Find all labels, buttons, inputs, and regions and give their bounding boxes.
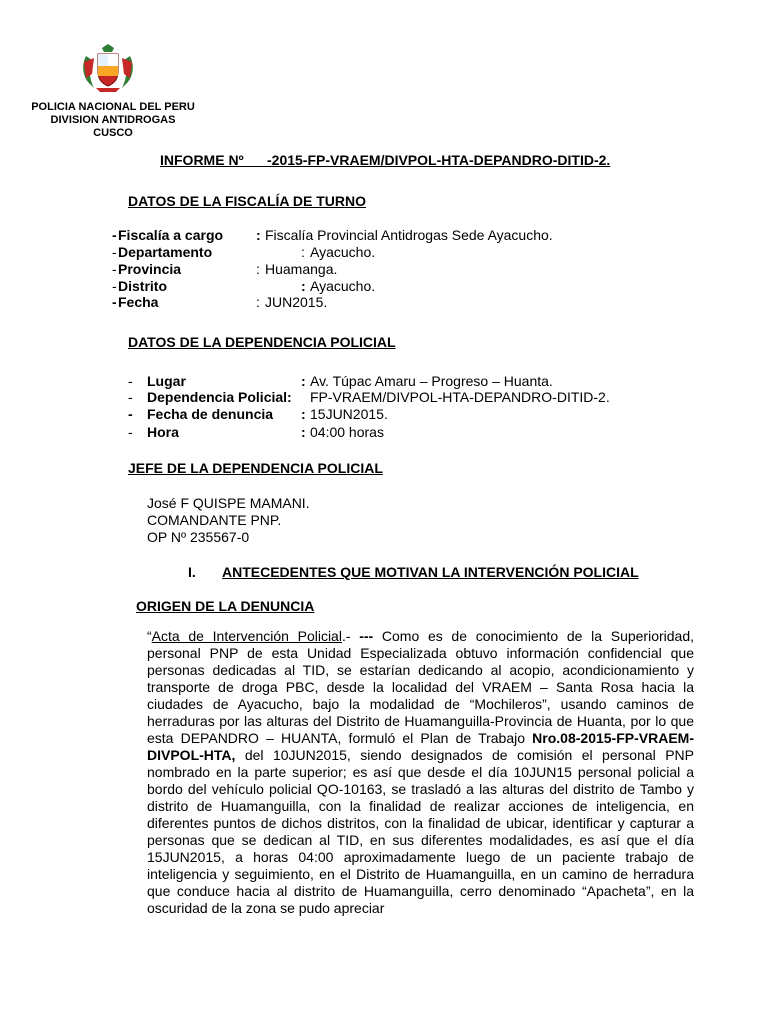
acta-dashes: ---	[359, 628, 374, 644]
row-label: Fecha	[118, 294, 159, 310]
jefe-rank: COMANDANTE PNP.	[147, 512, 282, 528]
row-dash: -	[112, 294, 117, 310]
row-dash: -	[128, 406, 133, 422]
organization-division: DIVISION ANTIDROGAS	[50, 114, 176, 126]
coat-of-arms-icon	[80, 44, 136, 96]
fiscalia-heading: DATOS DE LA FISCALÍA DE TURNO	[128, 193, 366, 209]
jefe-name: José F QUISPE MAMANI.	[147, 495, 310, 511]
row-value: 15JUN2015.	[310, 406, 388, 422]
row-value: Fiscalía Provincial Antidrogas Sede Ayacucho.	[265, 227, 553, 243]
row-label: Hora	[147, 424, 179, 440]
row-label: Distrito	[118, 278, 167, 294]
section-heading: ANTECEDENTES QUE MOTIVAN LA INTERVENCIÓN POLICIAL	[222, 564, 639, 580]
row-value: FP-VRAEM/DIVPOL-HTA-DEPANDRO-DITID-2.	[310, 389, 610, 405]
row-dash: -	[112, 227, 117, 243]
row-value: 04:00 horas	[310, 424, 384, 440]
row-label: Dependencia Policial:	[147, 389, 292, 405]
row-value: Ayacucho.	[310, 244, 376, 260]
row-label: Departamento	[118, 244, 213, 260]
row-value: Huamanga.	[265, 261, 338, 277]
paragraph-text-1: Como es de conocimiento de la Superioridad, personal PNP de esta Unidad Especializada obtuvo información confidencial que personas dedicadas al TID, se estarían dedicando al acopio, acondicionamiento y transporte de droga PBC, desde la localidad del VRAEM – Santa Rosa hacia la ciudades de Ayacucho, bajo la modalidad de “Mochileros”, usando caminos de herraduras por las alturas del Distrito de Huamanguilla-Provincia de Huanta, por lo que esta DEPANDRO – HUANTA, formuló el Plan de Trabajo	[147, 628, 695, 746]
jefe-heading: JEFE DE LA DEPENDENCIA POLICIAL	[128, 460, 383, 476]
row-dash: -	[128, 373, 133, 389]
jefe-op-number: OP Nº 235567-0	[147, 529, 250, 545]
row-colon: :	[256, 294, 260, 310]
row-colon: :	[256, 227, 261, 243]
row-colon: :	[301, 244, 305, 260]
row-dash: -	[128, 424, 133, 440]
origen-heading: ORIGEN DE LA DENUNCIA	[136, 598, 315, 614]
origen-paragraph	[147, 628, 694, 917]
report-title: INFORME Nº -2015-FP-VRAEM/DIVPOL-HTA-DEPANDRO-DITID-2.	[160, 152, 611, 168]
quote-mark: “	[147, 628, 152, 644]
row-colon: :	[301, 424, 306, 440]
row-dash: -	[112, 244, 117, 260]
row-value: Ayacucho.	[310, 278, 376, 294]
row-label: Fiscalía a cargo	[118, 227, 224, 243]
row-label: Fecha de denuncia	[147, 406, 274, 422]
row-value: Av. Túpac Amaru – Progreso – Huanta.	[310, 373, 553, 389]
row-label: Provincia	[118, 261, 182, 277]
row-value: JUN2015.	[265, 294, 328, 310]
row-colon: :	[301, 406, 306, 422]
organization-name: POLICIA NACIONAL DEL PERU	[31, 101, 195, 113]
dependencia-heading: DATOS DE LA DEPENDENCIA POLICIAL	[128, 334, 396, 350]
row-label: Lugar	[147, 373, 186, 389]
acta-title: Acta de Intervención Policial	[151, 628, 342, 644]
row-colon: :	[301, 278, 306, 294]
row-colon: :	[301, 373, 306, 389]
organization-city: CUSCO	[93, 127, 133, 139]
row-dash: -	[112, 278, 117, 294]
paragraph-text-2: del 10JUN2015, siendo designados de comisión el personal PNP nombrado en la parte superior; es así que desde el día 10JUN15 personal policial a bordo del vehículo policial QO-10163, se trasladó a las alturas del distrito de Tambo y distrito de Huamanguilla, con la finalidad de realizar acciones de inteligencia, en diferentes puntos de dichos distritos, con la finalidad de ubicar, identificar y capturar a personas que se dedican al TID, en sus diferentes modalidades, es así que el día 15JUN2015, a horas 04:00 aproximadamente luego de un paciente trabajo de inteligencia y seguimiento, en el Distrito de Huamanguilla, en un camino de herradura que conduce hacia al distrito de Huamanguilla, cerro denominado “Apacheta”, en la oscuridad de la zona se pudo apreciar	[147, 747, 694, 916]
plan-number: Nro.08-2015-FP-VRAEM- DIVPOL-HTA,	[147, 730, 694, 763]
section-number: I.	[188, 564, 196, 580]
row-dash: -	[112, 261, 117, 277]
row-colon: :	[256, 261, 260, 277]
acta-separator: .-	[341, 628, 360, 644]
row-dash: -	[128, 389, 133, 405]
